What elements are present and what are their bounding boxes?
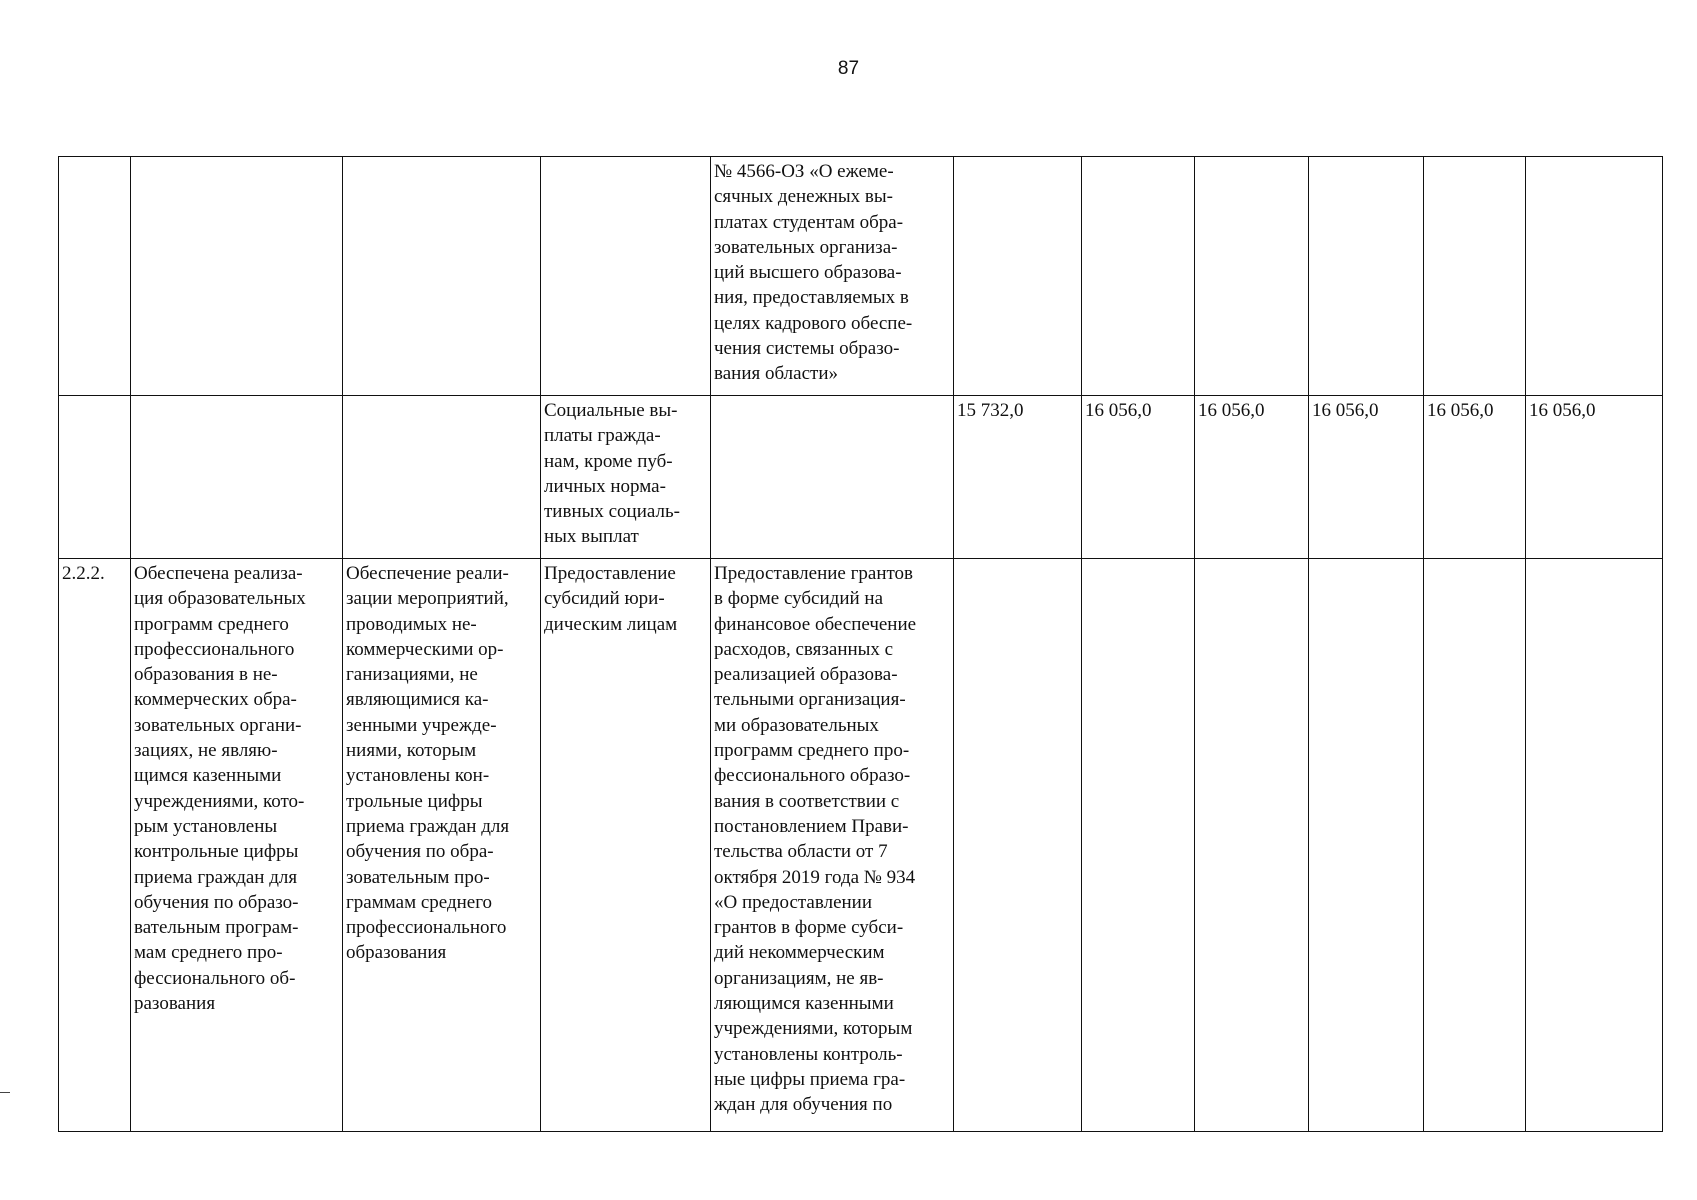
cell-result — [131, 157, 343, 396]
cell-amount: 16 056,0 — [1424, 396, 1526, 559]
cell-legal-basis — [711, 396, 954, 559]
cell-event — [343, 157, 541, 396]
cell-result: Обеспечена реализа- ция образовательных программ среднего профессионального образования в не- коммерческих обра- зовательных органи- зациях, не являю- щимся казенными учреждениями, кото- рым установлены контрольные цифры приема граждан для обучения по образо- вательным програм- мам среднего про- фессионального об- разования — [131, 559, 343, 1132]
cell-amount — [1424, 559, 1526, 1132]
cell-amount — [1309, 559, 1424, 1132]
cell-number — [59, 157, 131, 396]
cell-legal-basis: Предоставление грантов в форме субсидий на финансовое обеспечение расходов, связанных с реализацией образова- тельными организация- ми образовательных программ среднего про- фессионального образо- вания в соответствии с постановлением Прави- тельства области от 7 октября 2019 года № 934 «О предоставлении грантов в форме субси- дий некоммерческим организациям, не яв- ляющимся казенными учреждениями, которым установлены контроль- ные цифры приема гра- ждан для обучения по — [711, 559, 954, 1132]
margin-mark — [0, 1092, 10, 1093]
cell-amount — [1195, 157, 1309, 396]
budget-table — [58, 156, 1663, 1132]
page-number: 87 — [837, 58, 860, 79]
cell-amount — [954, 559, 1082, 1132]
cell-number — [59, 396, 131, 559]
cell-expense-type: Социальные вы- платы гражда- нам, кроме пуб- личных норма- тивных социаль- ных выплат — [541, 396, 711, 559]
cell-amount — [1082, 157, 1195, 396]
cell-expense-type: Предоставление субсидий юри- дическим лицам — [541, 559, 711, 1132]
cell-amount: 16 056,0 — [1309, 396, 1424, 559]
cell-expense-type — [541, 157, 711, 396]
table-row — [59, 559, 1663, 1132]
cell-amount — [954, 157, 1082, 396]
cell-amount — [1526, 559, 1663, 1132]
cell-result — [131, 396, 343, 559]
table-row — [59, 157, 1663, 396]
cell-amount — [1082, 559, 1195, 1132]
cell-event — [343, 396, 541, 559]
cell-amount — [1309, 157, 1424, 396]
cell-amount: 16 056,0 — [1526, 396, 1663, 559]
cell-amount — [1526, 157, 1663, 396]
cell-amount: 16 056,0 — [1082, 396, 1195, 559]
cell-number: 2.2.2. — [59, 559, 131, 1132]
cell-amount — [1195, 559, 1309, 1132]
table-row — [59, 396, 1663, 559]
cell-amount: 16 056,0 — [1195, 396, 1309, 559]
cell-amount — [1424, 157, 1526, 396]
cell-event: Обеспечение реали- зации мероприятий, проводимых не- коммерческими ор- ганизациями, не являющимися ка- зенными учрежде- ниями, которым установлены кон- трольные цифры приема граждан для обучения по обра- зовательным про- граммам среднего профессионального образования — [343, 559, 541, 1132]
cell-amount: 15 732,0 — [954, 396, 1082, 559]
cell-legal-basis: № 4566-ОЗ «О ежеме- сячных денежных вы- платах студентам обра- зовательных организа- ций высшего образова- ния, предоставляемых в целях кадрового обеспе- чения системы образо- вания области» — [711, 157, 954, 396]
